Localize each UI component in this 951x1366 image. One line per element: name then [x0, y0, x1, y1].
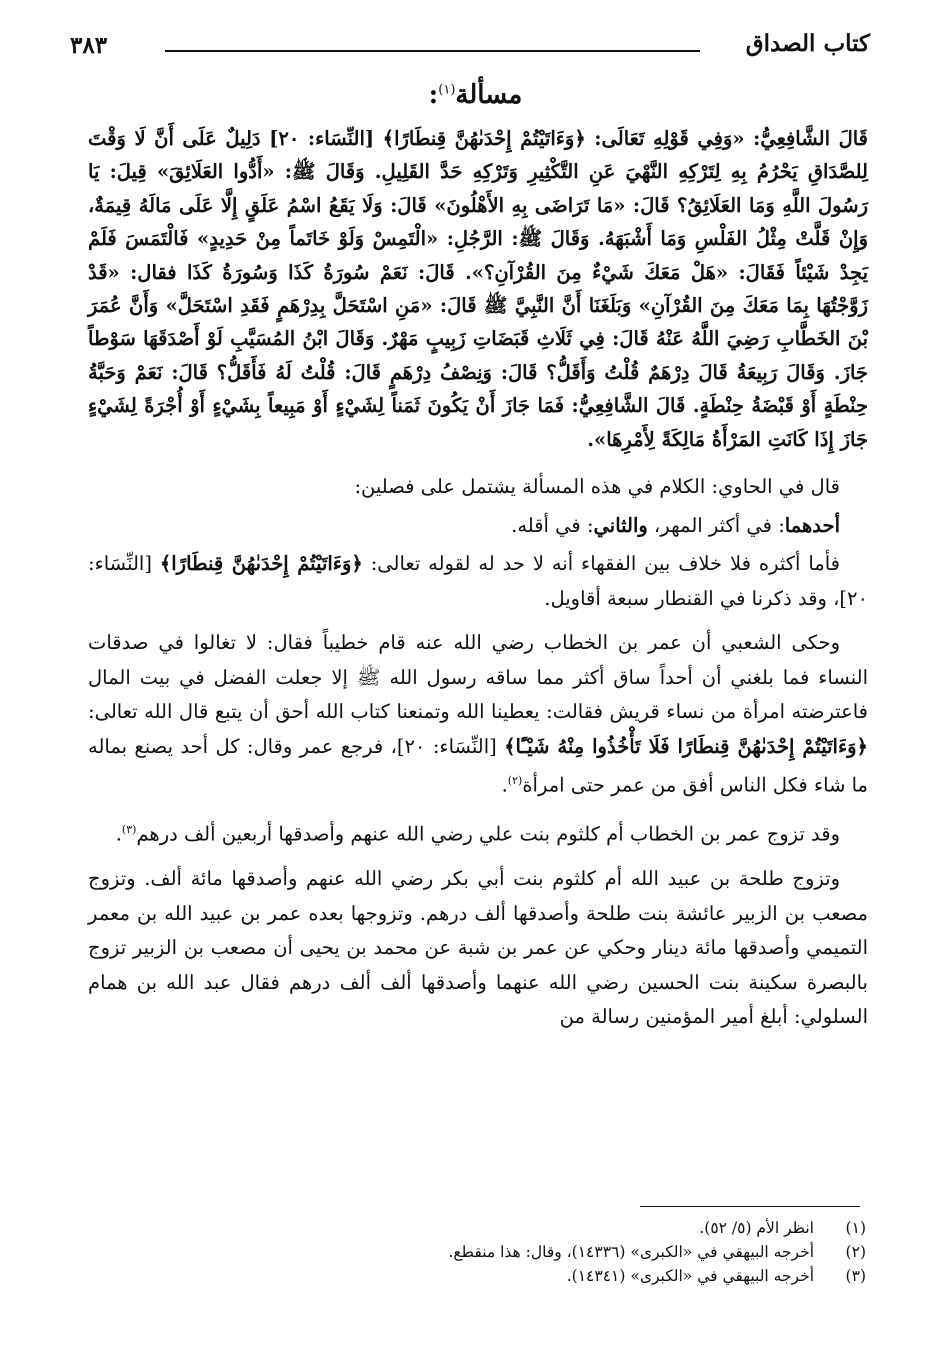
header-rule: [165, 50, 700, 52]
footnotes: [86, 1216, 866, 1288]
section-two-label: والثاني: [593, 513, 648, 537]
text-run: .: [115, 822, 122, 846]
main-text: [88, 122, 868, 1039]
footnote-text: أخرجه البيهقي في «الكبرى» (١٤٣٣٦)، وقال: هذا منقطع.: [448, 1243, 814, 1261]
text-run: [النِّسَاء: ٢٠]، فرجع عمر وقال: كل أحد يصنع بماله ما شاء فكل الناس أفق من عمر حتى امرأة: [88, 734, 868, 797]
footnote: [86, 1240, 866, 1264]
section-two-text: : في أقله.: [511, 513, 594, 537]
commentary-paragraph-umm-kulthum: [88, 813, 868, 852]
footnote: [86, 1264, 866, 1288]
footnote-number: (٣): [845, 1267, 866, 1285]
quran-quote: ﴿وَءَاتَيْتُمْ إِحْدَىٰهُنَّ قِنطَارًا﴾: [159, 552, 363, 576]
page-number: ٣٨٣: [70, 32, 108, 59]
commentary-intro: قال في الحاوي: الكلام في هذه المسألة يشتمل على فصلين:: [354, 475, 840, 499]
text-run: وحكى الشعبي أن عمر بن الخطاب رضي الله عنه قام خطيباً فقال: لا تغالوا في صدقات النساء فما بلغني أن أحداً ساق أكثر مما ساقه رسول الله ﷺ إلا جعلت الفضل في بيت المال فاعترضته امرأة من نساء قريش فقالت: يعطينا الله وتمنعنا كتاب الله أحق أن يتبع قال الله تعالى:: [88, 631, 868, 724]
footnote-ref: (٣): [121, 823, 137, 837]
footnote-number: (١): [845, 1219, 866, 1237]
issue-heading-text: مسألة: [455, 80, 523, 110]
heading-colon: :: [428, 80, 439, 110]
footnote-ref: (٢): [507, 774, 523, 788]
commentary-sections: [88, 509, 868, 544]
text-run: [النِّسَاء: ٢٠]، وقد ذكرنا في القنطار سبعة أقاويل.: [88, 552, 868, 610]
commentary-paragraph-talha: وتزوج طلحة بن عبيد الله أم كلثوم بنت أبي بكر رضي الله عنهم وأصدقها مائة ألف. وتزوج مصعب بن الزبير عائشة بنت طلحة وأصدقها ألف درهم. وتزوجها بعده عمر بن عبيد الله بن معمر التميمي وأصدقها مائة دينار وحكي عن عمر بن شبة عن محمد بن يحيى أن مصعب بن الزبير تزوج بالبصرة سكينة بنت الحسين رضي الله عنهما وأصدقها ألف ألف درهم فقال عبد الله بن همام السلولي: أبلغ أمير المؤمنين رسالة من: [88, 867, 868, 1029]
commentary-paragraph-maximum: [88, 547, 868, 616]
footnote-number: (٢): [845, 1243, 866, 1261]
issue-heading: [0, 80, 951, 110]
footnote: [86, 1216, 866, 1240]
footnote-ref: (١): [438, 82, 456, 98]
text-run: .: [501, 773, 508, 797]
quran-quote: ﴿وَءَاتَيْتُمْ إِحْدَىٰهُنَّ قِنطَارًا فَلَا تَأْخُذُوا مِنْهُ شَيْـًٔا﴾: [504, 734, 868, 758]
footnote-text: أخرجه البيهقي في «الكبرى» (١٤٣٤١).: [566, 1267, 814, 1285]
text-run: فأما أكثره فلا خلاف بين الفقهاء أنه لا حد له لقوله تعالى:: [362, 552, 840, 576]
footnote-separator: [640, 1206, 860, 1207]
matn-paragraph: قَالَ الشَّافِعِيُّ: «وَفِي قَوْلِهِ تَعَالَى: ﴿وَءَاتَيْتُمْ إِحْدَىٰهُنَّ قِنطَارًا﴾ [النِّسَاء: ٢٠] دَلِيلٌ عَلَى أَنَّ لَا وَقْتَ لِلصَّدَاقِ يَحْرُمُ بِهِ لِتَرْكِهِ النَّهْيَ عَنِ التَّكْثِيرِ وَتَرْكِهِ حَدَّ القَلِيلِ. وَقَالَ ﷺ: «أَدُّوا العَلَائِقَ» قِيلَ: يَا رَسُولَ اللَّهِ وَمَا العَلَائِقُ؟ قَالَ: «مَا تَرَاضَى بِهِ الأَهْلُونَ» قَالَ: وَلَا يَقَعُ اسْمُ عَلَقٍ إِلَّا عَلَى مَالَهُ قِيمَةٌ، وَإِنْ قَلَّتْ مِثْلُ الفَلْسِ وَمَا أَشْبَهَهُ. وَقَالَ ﷺ: الرَّجُلِ: «الْتَمِسْ وَلَوْ خَاتَماً مِنْ حَدِيدٍ» فَالْتَمَسَ فَلَمْ يَجِدْ شَيْئاً فَقَالَ: «هَلْ مَعَكَ شَيْءٌ مِنَ القُرْآنِ؟». قَالَ: نَعَمْ سُورَةُ كَذَا وَسُورَةُ كَذَا فقال: «قَدْ زَوَّجْتُهَا بِمَا مَعَكَ مِنَ القُرْآنِ» وَبَلَغَنَا أَنَّ النَّبِيَّ ﷺ قَالَ: «مَنِ اسْتَحَلَّ بِدِرْهَمٍ فَقَدِ اسْتَحَلَّ» وَأَنَّ عُمَرَ بْنَ الخَطَّابِ رَضِيَ اللَّهُ عَنْهُ قَالَ: فِي ثَلَاثِ قَبَضَاتِ زَبِيبٍ مَهْرٌ. وَقَالَ ابْنُ المُسَيَّبِ لَوْ أَصْدَقَهَا سَوْطاً جَازَ. وَقَالَ رَبِيعَةُ قَالَ دِرْهَمٌ قُلْتُ وَأَقَلُّ؟ قَالَ: وَنِصْفُ دِرْهَمٍ قَالَ: قُلْتُ لَهُ فَأَقَلُّ؟ قَالَ: نَعَمْ وَحَبَّةُ حِنْطَةٍ أَوْ قَبْضَةُ حِنْطَةٍ. قَالَ الشَّافِعِيُّ: فَمَا جَازَ أَنْ يَكُونَ ثَمَناً لِشَيْءٍ أَوْ مَبِيعاً بِشَيْءٍ أَوْ أُجْرَةً لِشَيْءٍ جَازَ إِذَا كَانَتِ المَرْأَةُ مَالِكَةً لِأَمْرِهَا».: [88, 127, 868, 451]
running-header: [70, 30, 870, 64]
book-title: كتاب الصداق: [745, 30, 870, 57]
section-one-text: : في أكثر المهر،: [647, 513, 785, 537]
commentary-paragraph-shabi: [88, 626, 868, 803]
text-run: وقد تزوج عمر بن الخطاب أم كلثوم بنت علي رضي الله عنهم وأصدقها أربعين ألف درهم: [136, 822, 840, 846]
section-one-label: أحدهما: [784, 513, 840, 537]
footnote-text: انظر الأم (٥/ ٥٢).: [699, 1219, 814, 1237]
